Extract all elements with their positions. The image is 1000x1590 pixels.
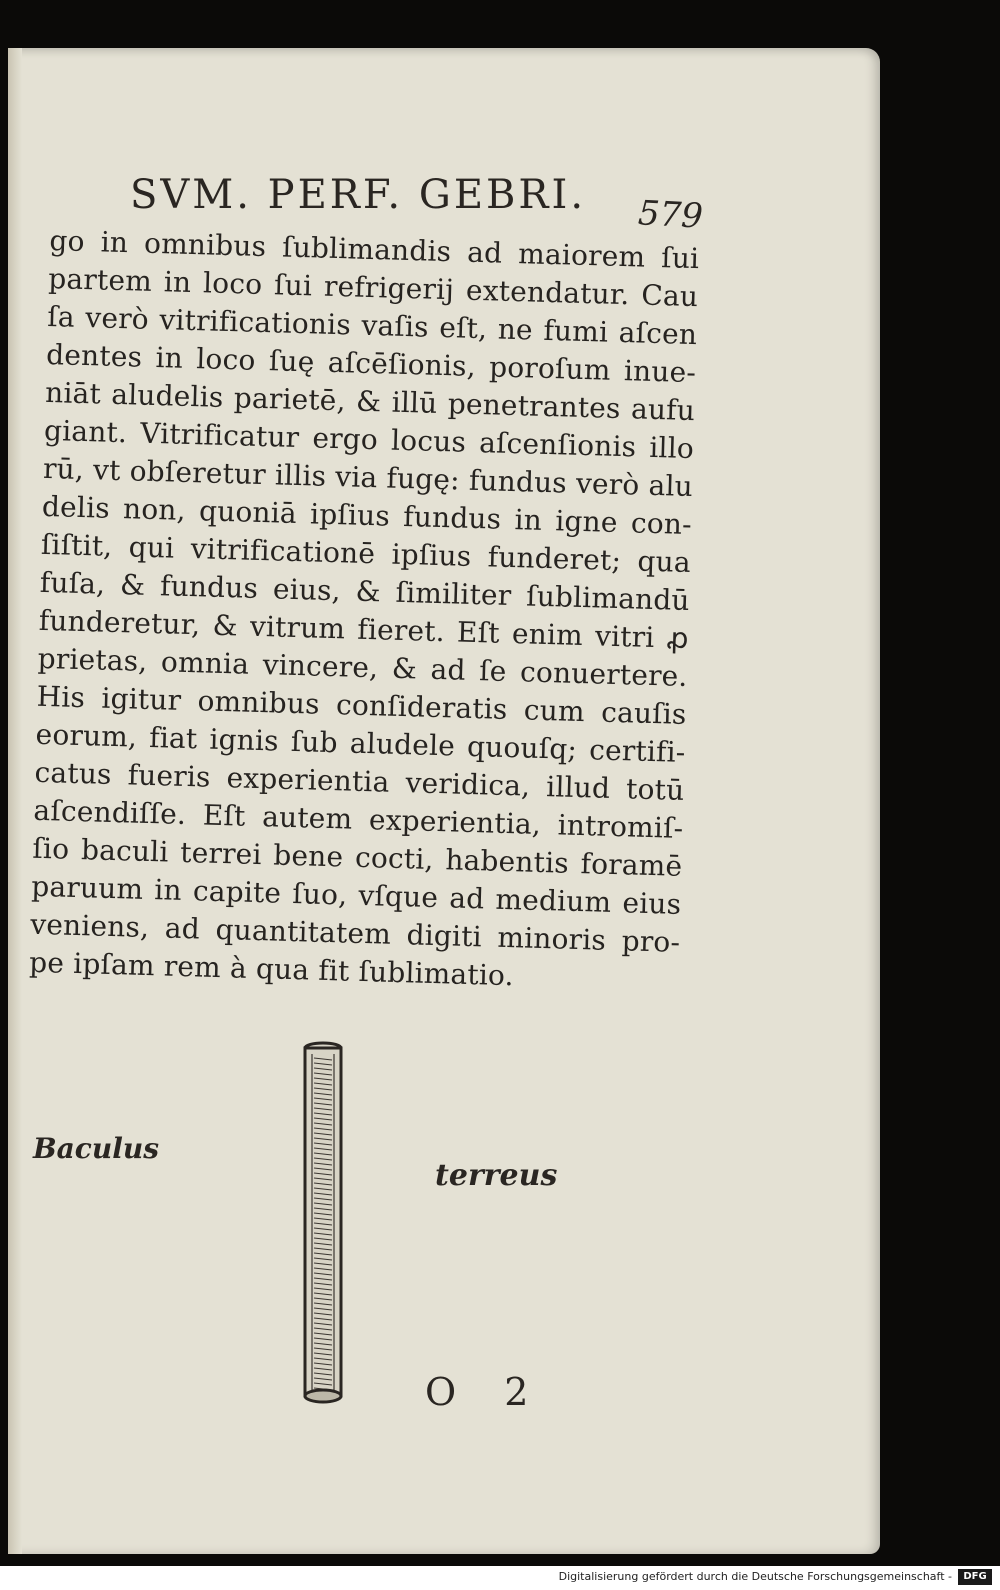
signature-mark: O 2 [425, 1370, 547, 1414]
figure-label-right: terreus [435, 1158, 558, 1193]
page-number: 579 [636, 193, 704, 237]
text-line: prietas, omnia vincere, & ad ſe conuertere. [37, 641, 689, 693]
text-line: eorum, fiat ignis ſub aludele quouſq; certifi- [35, 717, 686, 769]
body-text [29, 222, 700, 1000]
text-line: His igitur omnibus conſideratis cum cauſis [36, 679, 687, 731]
text-line: veniens, ad quantitatem digiti minoris pro- [29, 907, 681, 959]
text-line: paruum in capite ſuo, vſque ad medium eius [30, 869, 682, 921]
text-line: ſiſtit, qui vitrificationē ipſius funderet; qua [40, 527, 692, 580]
text-line: funderetur, & vitrum fieret. Eſt enim vitri ꝓ [38, 603, 690, 655]
figure-label-left: Baculus [33, 1132, 159, 1165]
text-line: pe ipſam rem à qua fit ſublimatio. [28, 945, 515, 993]
text-line: rū, vt obſeretur illis via fugę: fundus verò alu [42, 451, 694, 504]
text-line: fuſa, & fundus eius, & ſimiliter ſublimandū [39, 565, 691, 618]
text-line: giant. Vitrificatur ergo locus aſcenſionis illo [43, 413, 695, 466]
text-line: delis non, quoniā ipſius fundus in igne con- [41, 489, 693, 542]
page-gutter [8, 48, 22, 1554]
text-line: niāt aludelis parietē, & illū penetrantes aufu [44, 375, 696, 428]
text-line: ſa verò vitrificationis vaſis eſt, ne fumi aſcen [46, 299, 698, 352]
text-line: ſio baculi terrei bene cocti, habentis foramē [32, 831, 683, 883]
text-line: catus fueris experientia veridica, illud totū [34, 755, 685, 807]
digitization-credit: Digitalisierung gefördert durch die Deutsche Forschungsgemeinschaft - [558, 1570, 952, 1583]
earthen-rod-illustration [298, 1040, 348, 1410]
text-line: go in omnibus ſublimandis ad maiorem ſui [49, 223, 700, 276]
text-line: dentes in loco ſuę aſcēſionis, poroſum inue- [45, 337, 697, 390]
text-line: partem in loco ſui refrigerij extendatur. Cau [47, 261, 699, 314]
text-line: aſcendiſſe. Eſt autem experientia, intromiſ- [33, 793, 684, 845]
running-head: SVM. PERF. GEBRI. [130, 172, 587, 218]
dfg-logo: DFG [958, 1569, 992, 1585]
